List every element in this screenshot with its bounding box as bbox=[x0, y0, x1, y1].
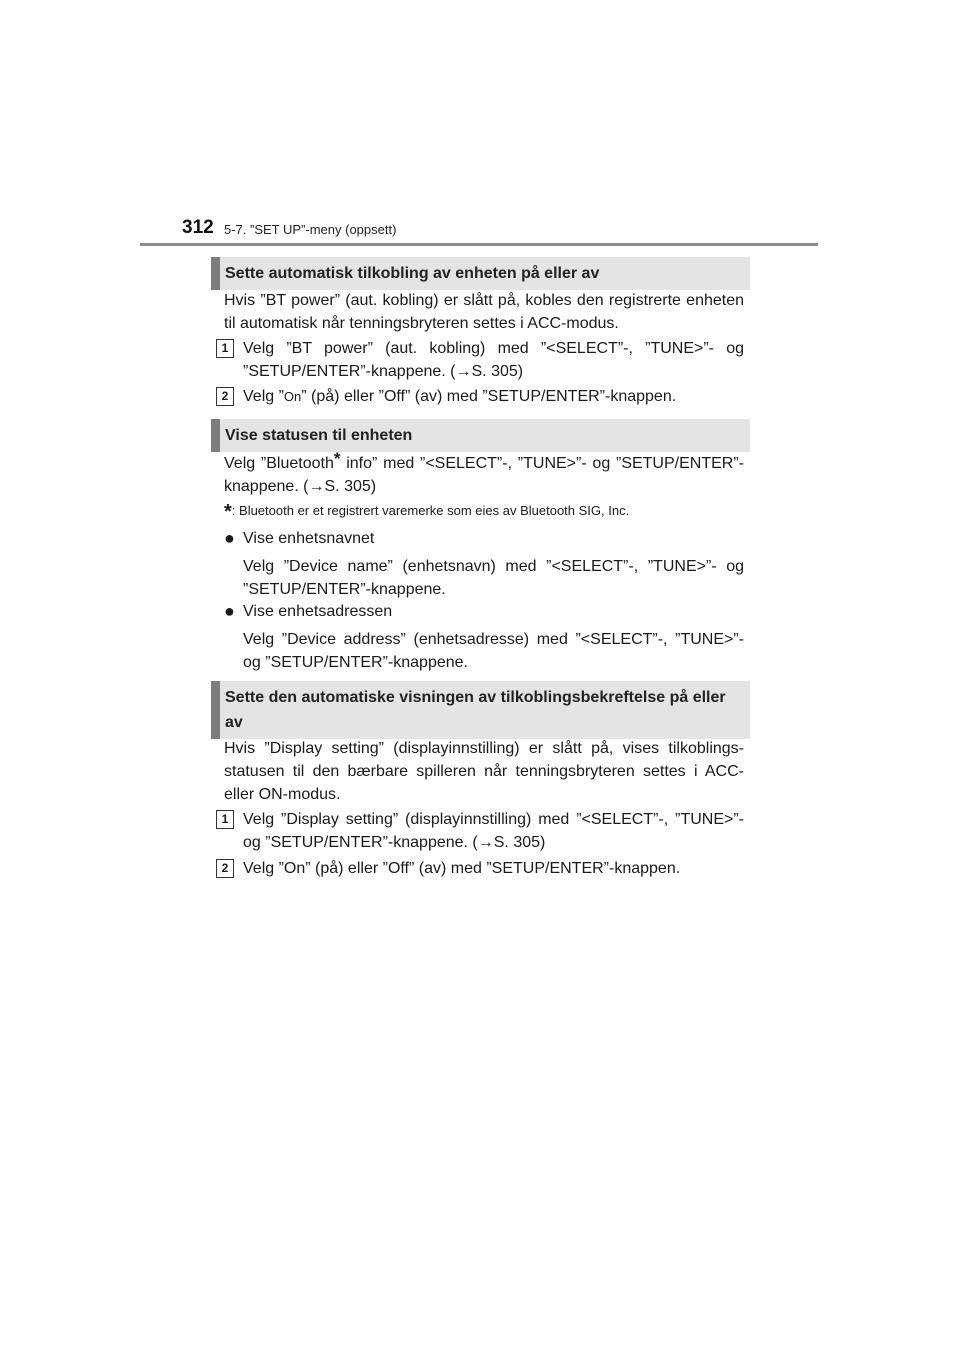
footnote-text: : Bluetooth er et registrert varemerke som eies av Bluetooth SIG, Inc. bbox=[231, 503, 630, 518]
bullet-dot: ● bbox=[224, 601, 235, 621]
section-intro: Hvis ”Display setting” (displayinnstilling) er slått på, vises tilkoblings-statusen til den bærbare spilleren når tenningsbryteren settes i ACC- eller ON-modus. bbox=[224, 740, 744, 803]
bullet-description: Velg ”Device name” (enhetsnavn) med ”<SELECT”-, ”TUNE>”- og ”SETUP/ENTER”-knappene. bbox=[243, 558, 744, 598]
section-intro bbox=[224, 449, 744, 498]
step-text-part: Velg ” bbox=[243, 388, 284, 405]
page-number: 312 bbox=[182, 217, 214, 238]
step-number-badge: 1 bbox=[216, 339, 234, 358]
step-text-part: ” (på) eller ”Off” (av) med ”SETUP/ENTER”-knappen. bbox=[301, 388, 677, 405]
header-rule bbox=[140, 243, 818, 246]
step-text: Velg ”On” (på) eller ”Off” (av) med ”SETUP/ENTER”-knappen. bbox=[243, 860, 681, 877]
section-intro: Hvis ”BT power” (aut. kobling) er slått på, kobles den registrerte enheten til automatisk når tenningsbryteren settes i ACC-modus. bbox=[224, 292, 744, 332]
step-number-badge: 1 bbox=[216, 810, 234, 829]
intro-part: Velg ”Bluetooth bbox=[224, 455, 334, 472]
step-text: Velg ”BT power” (aut. kobling) med ”<SELECT”-, ”TUNE>”- og ”SETUP/ENTER”-knappene. (→S. 305) bbox=[243, 340, 744, 380]
footnote-star: * bbox=[224, 501, 232, 523]
step-number-badge: 2 bbox=[216, 387, 234, 406]
bullet-title: Vise enhetsnavnet bbox=[243, 530, 375, 547]
step-text: Velg ”Display setting” (displayinnstilling) med ”<SELECT”-, ”TUNE>”- og ”SETUP/ENTER”-knappene. (→S. 305) bbox=[243, 811, 744, 851]
footnote bbox=[224, 502, 744, 521]
section-heading-device-status: Vise statusen til enheten bbox=[211, 419, 750, 452]
step-text bbox=[243, 385, 744, 408]
intro-part: info” med ”<SELECT”-, ”TUNE>”- og ”SETUP/ENTER”-knappene. (→S. 305) bbox=[224, 455, 744, 495]
section-heading-display-setting: Sette den automatiske visningen av tilkoblingsbekreftelse på eller av bbox=[211, 681, 750, 739]
section-heading-auto-connect: Sette automatisk tilkobling av enheten på eller av bbox=[211, 257, 750, 290]
bullet-title: Vise enhetsadressen bbox=[243, 603, 393, 620]
step-text-part: On bbox=[283, 389, 302, 404]
chapter-title: 5-7. ”SET UP”-meny (oppsett) bbox=[224, 222, 397, 237]
footnote-marker: * bbox=[333, 449, 341, 468]
bullet-description: Velg ”Device address” (enhetsadresse) med ”<SELECT”-, ”TUNE>”- og ”SETUP/ENTER”-knappene. bbox=[243, 631, 744, 671]
bullet-dot: ● bbox=[224, 528, 235, 548]
step-number-badge: 2 bbox=[216, 859, 234, 878]
